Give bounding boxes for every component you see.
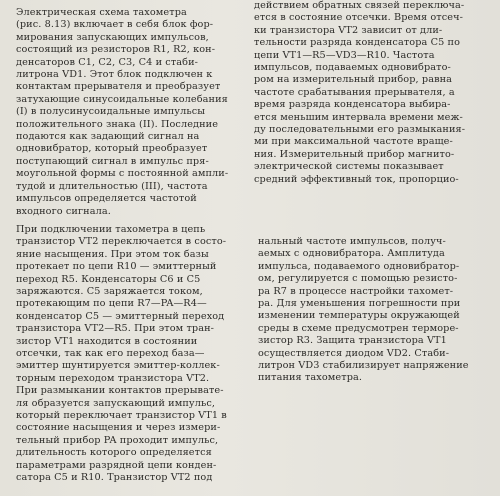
text-line: тудой и длительностью (III), частота [16,180,208,192]
text-line: протекает по цепи R10 — эмиттерный [16,261,217,273]
text-line: ом, регулируется с помощью резисто- [258,273,458,285]
text-line: средний эффективный ток, пропорцио- [254,173,459,185]
text-line: входного сигнала. [16,205,111,217]
text-line: яние насыщения. При этом ток базы [16,248,209,260]
text-line: подаются как задающий сигнал на [16,131,200,143]
text-line: затухающие синусоидальные колебания [16,93,228,105]
text-line: состояние насыщения и через измери- [16,422,221,434]
text-line: протекающим по цепи R7—PA—R4— [16,298,207,310]
text-line: импульсов, подаваемых одновибрато- [254,62,451,74]
text-line: эмиттер шунтируется эмиттер-коллек- [16,360,220,372]
text-line: частоте срабатывания прерывателя, а [254,86,455,98]
text-line: изменении температуры окружающей [258,310,460,322]
text-line: Электрическая схема тахометра [16,7,187,18]
text-line: ра. Для уменьшения погрешности при [258,298,461,310]
text-line: зистор VT1 находится в состоянии [16,335,198,347]
text-line: длительность которого определяется [16,447,212,459]
text-line: При подключении тахометра в цепь [16,223,206,235]
text-line: поступающий сигнал в импульс пря- [16,155,209,167]
text-line: При размыкании контактов прерывате- [16,385,224,397]
text-line: транзистор VT2 переключается в состо- [16,236,227,248]
text-line: время разряда конденсатора выбира- [254,99,451,111]
text-line: импульсов определяется частотой [16,193,197,205]
text-line: аемых с одновибратора. Амплитуда [258,248,445,260]
text-line: моугольной формы с постоянной ампли- [16,168,229,180]
paragraph [258,236,496,385]
text-line: сатора C5 и R10. Транзистор VT2 под [16,472,213,484]
text-line: ми при максимальной частоте враще- [254,136,453,148]
text-line: ра R7 в процессе настройки тахомет- [258,285,454,297]
text-line: литрон VD3 стабилизирует напряжение [258,360,469,372]
text-line: (I) в полусинусоидальные импульсы [16,106,206,118]
text-line: (рис. 8.13) включает в себя блок фор- [16,19,214,31]
text-line: положительного знака (II). Последние [16,118,219,130]
text-line: ется в состояние отсечки. Время отсеч- [254,12,463,24]
text-line: отсечки, так как его переход база— [16,347,205,359]
left-column [4,7,248,484]
text-line: осуществляется диодом VD2. Стаби- [258,347,450,359]
text-line: ния. Измерительный прибор магнито- [254,148,455,160]
text-line: ется меньшим интервала времени меж- [254,111,463,123]
text-line: ду последовательными его размыкания- [254,124,466,136]
paragraph [4,224,248,485]
right-column-top [254,0,496,186]
text-line: зистор R3. Защита транзистора VT1 [258,335,447,347]
right-column-bottom [258,236,496,385]
text-line: одновибратор, который преобразует [16,143,208,155]
text-line: который переключает транзистор VT1 в [16,410,227,421]
text-line: питания тахометра. [258,372,363,384]
text-line: конденсатор C5 — эмиттерный переход [16,310,225,322]
text-line: денсаторов C1, C2, C3, C4 и стаби- [16,56,199,68]
text-line: ля образуется запускающий импульс, [16,397,216,409]
text-line: заряжаются. C5 заряжается током, [16,285,203,297]
paragraph [254,0,496,186]
text-line: литрона VD1. Этот блок подключен к [16,69,213,81]
text-line: тельности разряда конденсатора C5 по [254,37,461,49]
text-line: контактам прерывателя и преобразует [16,81,221,93]
text-line: среды в схеме предусмотрен терморе- [258,322,459,334]
text-line: состоящий из резисторов R1, R2, кон- [16,44,216,56]
text-line: параметрами разрядной цепи конден- [16,459,217,471]
text-line: ром на измерительный прибор, равна [254,74,453,86]
text-line: мирования запускающих импульсов, [16,31,209,43]
text-line: импульса, подаваемого одновибратор- [258,260,460,272]
text-line: тельный прибор PA проходит импульс, [16,434,219,446]
text-line: электрической системы показывает [254,161,444,173]
text-line: действием обратных связей переключа- [254,0,465,11]
text-line: транзистора VT2—R5. При этом тран- [16,323,215,335]
text-line: переход R5. Конденсаторы C6 и C5 [16,273,201,285]
paragraph [4,7,248,218]
text-line: цепи VT1—R5—VD3—R10. Частота [254,49,435,61]
text-line: ки транзистора VT2 зависит от дли- [254,24,443,36]
text-line: нальный частоте импульсов, получ- [258,236,446,247]
text-line: торным переходом транзистора VT2. [16,372,210,384]
